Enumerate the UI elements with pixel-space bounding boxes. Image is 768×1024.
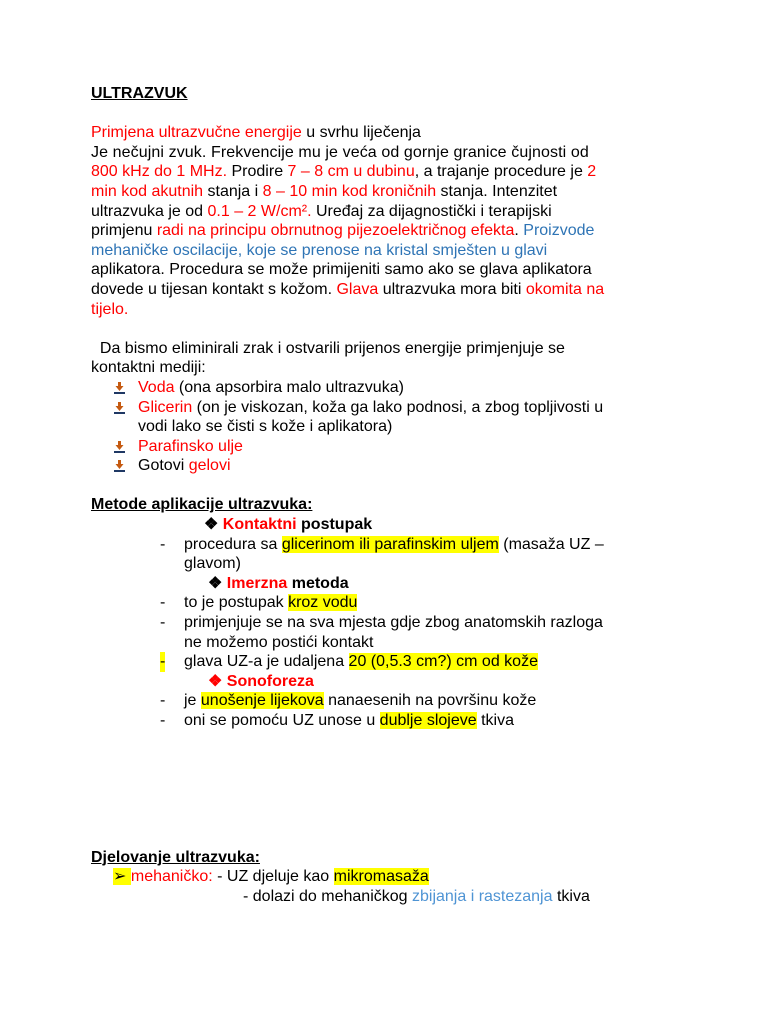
intro-text: dovede u tijesan kontakt s kožom. [91,280,337,298]
media-item-text: (ona apsorbira malo ultrazvuka) [174,378,404,396]
intro-red-text: 0.1 – 2 W/cm². [207,202,312,220]
intro-paragraph [91,123,677,319]
intro-text: stanja i [203,182,263,200]
detail-text: to je postupak [184,594,289,612]
effect-item [91,867,677,887]
intro-red-text: tijelo. [91,300,129,318]
media-item-name: gelovi [188,457,231,475]
method-detail: - to je postupak kroz vodu [160,594,358,612]
intro-red-text: 8 – 10 min kod kroničnih [262,182,437,200]
method-detail: - primjenjuje se na sva mjesta gdje zbog anatomskih razloga [160,614,603,632]
bullet-arrow-icon [114,402,125,414]
media-item-name: Voda [138,378,175,396]
highlighted-text: mikromasaža [333,868,429,886]
effects-heading: Djelovanje ultrazvuka: [91,848,260,866]
detail-text: je [184,692,201,710]
media-item-text: Gotovi [138,457,189,475]
intro-text: primjenu [91,222,157,240]
intro-text: ultrazvuka mora biti [378,280,526,298]
intro-red-text: radi na principu obrnutnog pijezoelektričnog efekta [156,222,515,240]
intro-red-text: min kod akutnih [91,182,204,200]
intro-red-text: 2 [587,163,597,181]
detail-text: nanaesenih na površinu kože [323,692,537,710]
intro-text: u svrhu liječenja [301,124,421,142]
media-item-text: (on je viskozan, koža ga lako podnosi, a zbog topljivosti u [192,398,604,416]
bullet-arrow-icon [114,460,125,472]
detail-text: oni se pomoću UZ unose u [184,712,380,729]
method-name: Kontaktni [222,516,297,534]
intro-blue-text: Proizvode [523,222,595,240]
media-intro-line: Da bismo eliminirali zrak i ostvarili prijenos energije primjenjuje se [91,339,565,357]
media-section [91,339,677,476]
list-item [91,456,677,476]
method-detail [91,554,677,574]
diamond-bullet-icon: ❖ [208,574,227,592]
list-item [91,378,677,398]
intro-line: aplikatora. Procedura se može primijeniti samo ako se glava aplikatora [91,261,592,279]
intro-blue-text: mehaničke oscilacije, koje se prenose na kristal smješten u glavi [91,241,548,259]
effect-name: mehaničko: [130,868,213,886]
effect-text: - UZ djeluje kao [212,868,334,886]
detail-text: procedura sa [184,535,282,553]
highlighted-text: glicerinom ili parafinskim uljem [281,535,499,553]
list-item [91,437,677,457]
highlighted-text: kroz vodu [288,594,358,612]
bullet-arrow-icon [114,382,125,394]
method-detail: - oni se pomoću UZ unose u dublje slojeve tkiva [160,712,514,729]
intro-text: Prodire [227,163,288,181]
arrowhead-bullet-icon: ➢ [113,868,131,886]
effect-blue-text: zbijanja i rastezanja [411,887,553,905]
method-imerzna-heading [91,574,677,594]
method-detail: - glava UZ-a je udaljena 20 (0,5.3 cm?) cm od kože [160,653,538,671]
intro-text: , a trajanje procedure je [414,163,588,181]
detail-text: glava UZ-a je udaljena [184,653,349,671]
detail-text: tkiva [476,712,514,729]
highlighted-text: dublje slojeve [379,712,477,729]
effect-text: - dolazi do mehaničkog [243,887,412,905]
media-item-text: vodi lako se čisti s kože i aplikatora) [138,418,393,436]
intro-red-text: okomita na [525,280,605,298]
media-item-name: Glicerin [138,398,193,416]
document-title: ULTRAZVUK [91,85,188,102]
detail-text: glavom) [184,555,241,573]
method-name: Imerzna [226,574,288,592]
method-detail: - procedura sa glicerinom ili parafinskim uljem (masaža UZ – [160,535,604,553]
highlighted-text: 20 (0,5.3 cm?) cm od kože [348,653,538,671]
effects-section [91,848,677,907]
intro-text: Uređaj za dijagnostički i terapijski [311,202,552,220]
list-item [91,398,677,437]
diamond-bullet-icon: ❖ [208,672,227,690]
intro-line: Je nečujni zvuk. Frekvencije mu je veća od gornje granice čujnosti od [91,143,589,161]
media-item-name: Parafinsko ulje [138,437,243,455]
detail-text: ne možemo postići kontakt [184,633,374,651]
intro-red-text: Primjena ultrazvučne energije [91,124,302,142]
effect-detail [91,887,677,907]
intro-text: . [514,222,524,240]
intro-text: stanja. Intenzitet [436,182,558,200]
document-page [91,84,677,906]
media-intro-line: kontaktni mediji: [91,359,206,377]
methods-section [91,495,677,730]
media-list [91,378,677,476]
intro-red-text: 800 kHz do 1 MHz. [91,163,228,181]
intro-red-text: 7 – 8 cm u dubinu [287,163,415,181]
detail-text: primjenjuje se na sva mjesta gdje zbog anatomskih razloga [184,614,603,632]
methods-heading: Metode aplikacije ultrazvuka: [91,496,313,514]
intro-red-text: Glava [336,280,379,298]
effect-text: tkiva [552,887,590,905]
method-detail: - je unošenje lijekova nanaesenih na površinu kože [160,692,537,710]
detail-text: (masaža UZ – [498,535,604,553]
highlighted-text: unošenje lijekova [200,692,324,710]
method-name: Sonoforeza [226,672,314,690]
bullet-arrow-icon [114,441,125,453]
method-suffix: postupak [296,516,373,534]
diamond-bullet-icon: ❖ [204,516,223,534]
method-detail [91,633,677,653]
intro-text: ultrazvuka je od [91,202,208,220]
method-kontaktni-heading [91,515,677,535]
method-sonoforeza-heading [91,672,677,692]
method-suffix: metoda [287,574,349,592]
